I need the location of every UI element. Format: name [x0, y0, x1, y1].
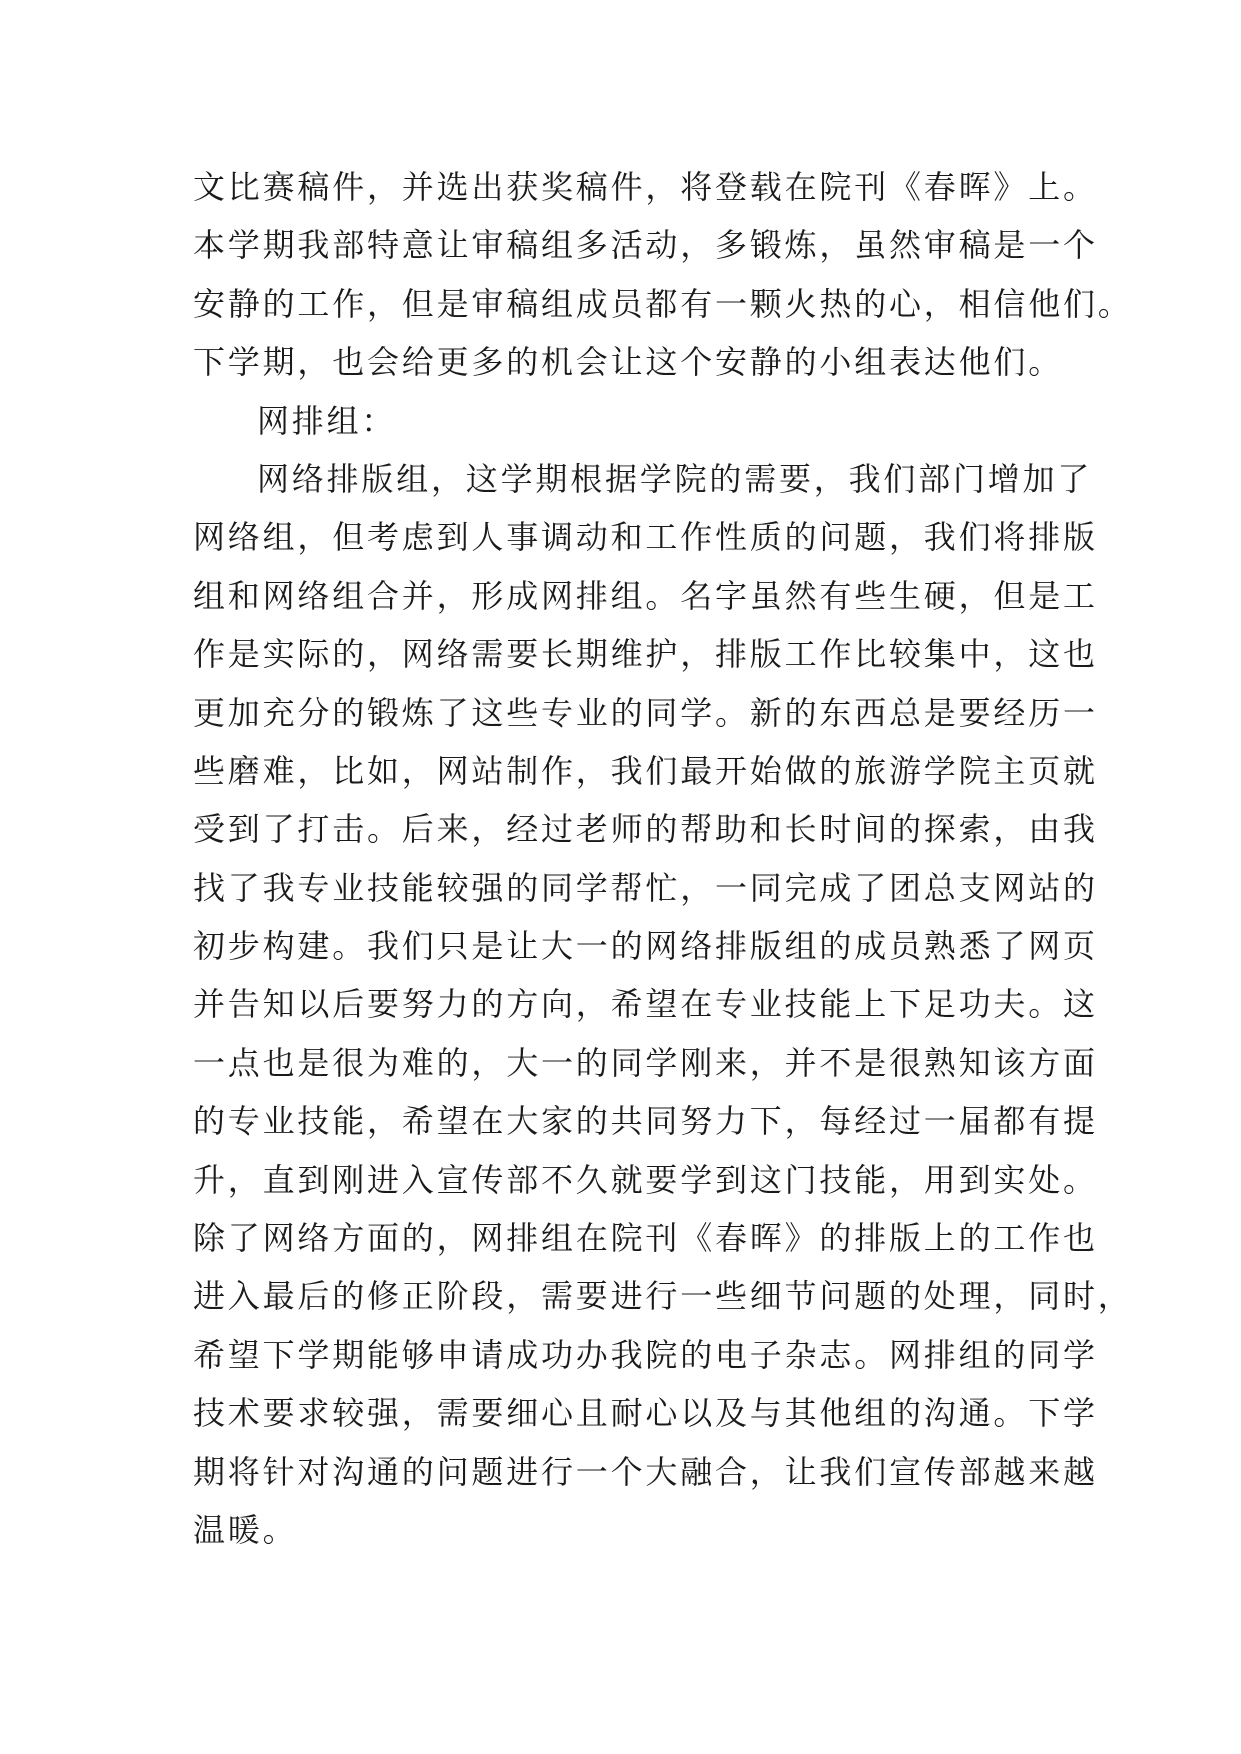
text-line: 升，直到刚进入宣传部不久就要学到这门技能，用到实处。 — [193, 1160, 1098, 1199]
text-line: 组和网络组合并，形成网排组。名字虽然有些生硬，但是工 — [193, 576, 1098, 615]
text-line: 找了我专业技能较强的同学帮忙，一同完成了团总支网站的 — [193, 868, 1098, 907]
text-line: 除了网络方面的，网排组在院刊《春晖》的排版上的工作也 — [193, 1219, 1098, 1258]
text-line: 温暖。 — [193, 1510, 298, 1549]
text-line: 的专业技能，希望在大家的共同努力下，每经过一届都有提 — [193, 1102, 1098, 1141]
text-line: 下学期，也会给更多的机会让这个安静的小组表达他们。 — [193, 343, 1064, 382]
paragraph-first-line: 网络排版组，这学期根据学院的需要，我们部门增加了 — [257, 459, 1093, 498]
text-line: 本学期我部特意让审稿组多活动，多锻炼，虽然审稿是一个 — [193, 226, 1098, 265]
text-line: 安静的工作，但是审稿组成员都有一颗火热的心，相信他们。 — [193, 284, 1133, 323]
text-line: 更加充分的锻炼了这些专业的同学。新的东西总是要经历一 — [193, 693, 1098, 732]
text-line: 作是实际的，网络需要长期维护，排版工作比较集中，这也 — [193, 635, 1098, 674]
text-line: 受到了打击。后来，经过老师的帮助和长时间的探索，由我 — [193, 810, 1098, 849]
text-line: 期将针对沟通的问题进行一个大融合，让我们宣传部越来越 — [193, 1452, 1098, 1491]
text-line: 网络组，但考虑到人事调动和工作性质的问题，我们将排版 — [193, 518, 1098, 557]
text-line: 希望下学期能够申请成功办我院的电子杂志。网排组的同学 — [193, 1335, 1098, 1374]
text-line: 初步构建。我们只是让大一的网络排版组的成员熟悉了网页 — [193, 927, 1098, 966]
text-line: 技术要求较强，需要细心且耐心以及与其他组的沟通。下学 — [193, 1394, 1098, 1433]
text-line: 并告知以后要努力的方向，希望在专业技能上下足功夫。这 — [193, 985, 1098, 1024]
text-line: 文比赛稿件，并选出获奖稿件，将登载在院刊《春晖》上。 — [193, 168, 1098, 206]
section-heading: 网排组： — [257, 401, 397, 440]
body-text — [193, 158, 1133, 1559]
text-line: 进入最后的修正阶段，需要进行一些细节问题的处理，同时， — [193, 1277, 1133, 1316]
text-line: 一点也是很为难的，大一的同学刚来，并不是很熟知该方面 — [193, 1043, 1098, 1082]
text-line: 些磨难，比如，网站制作，我们最开始做的旅游学院主页就 — [193, 751, 1098, 790]
